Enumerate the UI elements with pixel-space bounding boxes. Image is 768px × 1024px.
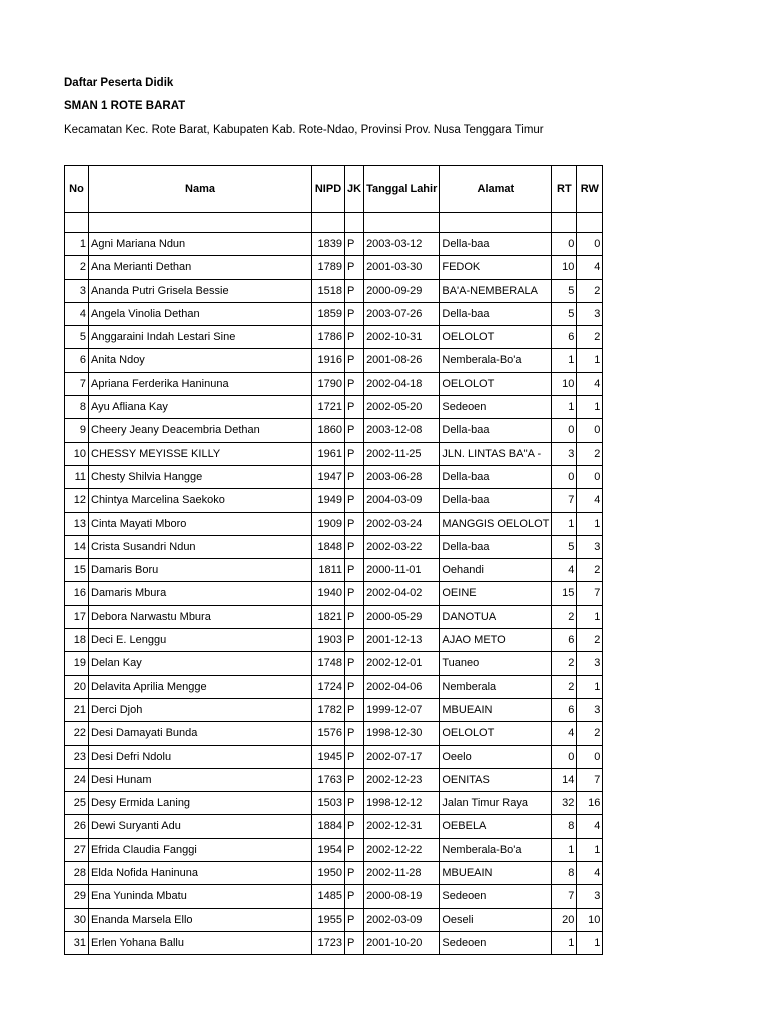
cell-jk: P xyxy=(345,722,364,745)
cell-jk: P xyxy=(345,489,364,512)
cell-jk: P xyxy=(345,652,364,675)
cell-nipd: 1503 xyxy=(312,792,345,815)
school-name: SMAN 1 ROTE BARAT xyxy=(64,100,186,112)
cell-no: 19 xyxy=(65,652,89,675)
cell-jk: P xyxy=(345,908,364,931)
table-row xyxy=(65,442,603,465)
cell-rt: 7 xyxy=(552,489,577,512)
cell-rw: 0 xyxy=(577,233,603,256)
cell-no: 26 xyxy=(65,815,89,838)
cell-rt: 32 xyxy=(552,792,577,815)
cell-rt: 0 xyxy=(552,745,577,768)
cell-jk: P xyxy=(345,792,364,815)
cell-no: 18 xyxy=(65,629,89,652)
cell-rt: 20 xyxy=(552,908,577,931)
cell-alamat: AJAO METO xyxy=(440,629,552,652)
cell-no: 23 xyxy=(65,745,89,768)
cell-alamat: Oeelo xyxy=(440,745,552,768)
cell-no: 20 xyxy=(65,675,89,698)
cell-jk: P xyxy=(345,582,364,605)
cell-rw: 3 xyxy=(577,652,603,675)
table-row xyxy=(65,652,603,675)
cell-tanggal-lahir: 2000-11-01 xyxy=(364,559,440,582)
cell-rt: 10 xyxy=(552,256,577,279)
cell-rw: 3 xyxy=(577,698,603,721)
cell-rt: 0 xyxy=(552,465,577,488)
cell-no: 17 xyxy=(65,605,89,628)
cell-rt: 1 xyxy=(552,396,577,419)
cell-rt: 7 xyxy=(552,885,577,908)
cell-no: 1 xyxy=(65,233,89,256)
cell-rt: 1 xyxy=(552,838,577,861)
cell-rt: 14 xyxy=(552,768,577,791)
cell-nama: Erlen Yohana Ballu xyxy=(89,931,312,954)
cell-rw: 3 xyxy=(577,302,603,325)
cell-rw: 0 xyxy=(577,465,603,488)
cell-rt: 15 xyxy=(552,582,577,605)
cell-alamat: Oeseli xyxy=(440,908,552,931)
cell-rw: 7 xyxy=(577,582,603,605)
cell-alamat: Sedeoen xyxy=(440,396,552,419)
cell-no: 13 xyxy=(65,512,89,535)
cell-jk: P xyxy=(345,698,364,721)
cell-jk: P xyxy=(345,629,364,652)
cell-alamat: Tuaneo xyxy=(440,652,552,675)
cell-nipd: 1485 xyxy=(312,885,345,908)
cell-rw: 4 xyxy=(577,862,603,885)
cell-no: 15 xyxy=(65,559,89,582)
cell-rt: 4 xyxy=(552,722,577,745)
cell-tanggal-lahir: 2003-12-08 xyxy=(364,419,440,442)
cell-alamat: MBUEAIN xyxy=(440,698,552,721)
table-row xyxy=(65,931,603,954)
table-header-row xyxy=(65,166,603,213)
cell-rt: 10 xyxy=(552,372,577,395)
cell-rw: 4 xyxy=(577,256,603,279)
cell-nama: Dewi Suryanti Adu xyxy=(89,815,312,838)
cell-jk: P xyxy=(345,465,364,488)
spacer-row xyxy=(65,213,603,233)
table-row xyxy=(65,768,603,791)
cell-rt: 2 xyxy=(552,652,577,675)
cell-alamat: MBUEAIN xyxy=(440,862,552,885)
cell-alamat: OENITAS xyxy=(440,768,552,791)
cell-rw: 2 xyxy=(577,442,603,465)
cell-rw: 2 xyxy=(577,559,603,582)
header-tanggal-lahir: Tanggal Lahir xyxy=(364,166,440,213)
cell-nipd: 1811 xyxy=(312,559,345,582)
cell-jk: P xyxy=(345,256,364,279)
cell-no: 16 xyxy=(65,582,89,605)
cell-nama: CHESSY MEYISSE KILLY xyxy=(89,442,312,465)
table-row xyxy=(65,489,603,512)
cell-nipd: 1848 xyxy=(312,535,345,558)
cell-tanggal-lahir: 1999-12-07 xyxy=(364,698,440,721)
cell-tanggal-lahir: 2002-04-06 xyxy=(364,675,440,698)
cell-rw: 2 xyxy=(577,326,603,349)
cell-tanggal-lahir: 2002-05-20 xyxy=(364,396,440,419)
cell-tanggal-lahir: 2002-12-01 xyxy=(364,652,440,675)
cell-tanggal-lahir: 2002-11-28 xyxy=(364,862,440,885)
cell-no: 2 xyxy=(65,256,89,279)
cell-alamat: Della-baa xyxy=(440,233,552,256)
cell-no: 10 xyxy=(65,442,89,465)
cell-rt: 5 xyxy=(552,302,577,325)
table-row xyxy=(65,419,603,442)
cell-nama: Ananda Putri Grisela Bessie xyxy=(89,279,312,302)
cell-jk: P xyxy=(345,302,364,325)
cell-nipd: 1821 xyxy=(312,605,345,628)
cell-nama: Anggaraini Indah Lestari Sine xyxy=(89,326,312,349)
cell-alamat: OEBELA xyxy=(440,815,552,838)
cell-alamat: Della-baa xyxy=(440,302,552,325)
cell-jk: P xyxy=(345,862,364,885)
cell-nama: Delan Kay xyxy=(89,652,312,675)
cell-no: 14 xyxy=(65,535,89,558)
cell-tanggal-lahir: 2003-07-26 xyxy=(364,302,440,325)
cell-nipd: 1721 xyxy=(312,396,345,419)
table-row xyxy=(65,512,603,535)
cell-no: 12 xyxy=(65,489,89,512)
cell-rw: 2 xyxy=(577,279,603,302)
cell-rw: 4 xyxy=(577,489,603,512)
cell-nipd: 1723 xyxy=(312,931,345,954)
cell-rw: 1 xyxy=(577,675,603,698)
cell-jk: P xyxy=(345,396,364,419)
cell-nipd: 1949 xyxy=(312,489,345,512)
cell-rw: 2 xyxy=(577,629,603,652)
cell-nama: Desy Ermida Laning xyxy=(89,792,312,815)
cell-no: 8 xyxy=(65,396,89,419)
cell-no: 11 xyxy=(65,465,89,488)
cell-nama: Ana Merianti Dethan xyxy=(89,256,312,279)
cell-rt: 2 xyxy=(552,605,577,628)
cell-nipd: 1789 xyxy=(312,256,345,279)
table-row xyxy=(65,629,603,652)
cell-alamat: Sedeoen xyxy=(440,885,552,908)
cell-tanggal-lahir: 2002-03-09 xyxy=(364,908,440,931)
cell-jk: P xyxy=(345,605,364,628)
cell-nama: Anita Ndoy xyxy=(89,349,312,372)
cell-rt: 6 xyxy=(552,698,577,721)
cell-nama: Chintya Marcelina Saekoko xyxy=(89,489,312,512)
cell-nama: Cinta Mayati Mboro xyxy=(89,512,312,535)
cell-nama: Elda Nofida Haninuna xyxy=(89,862,312,885)
header-jk: JK xyxy=(345,166,364,213)
cell-rt: 5 xyxy=(552,279,577,302)
cell-tanggal-lahir: 2000-08-19 xyxy=(364,885,440,908)
header-no: No xyxy=(65,166,89,213)
cell-rt: 1 xyxy=(552,349,577,372)
cell-nama: Desi Hunam xyxy=(89,768,312,791)
table-row xyxy=(65,792,603,815)
cell-alamat: Della-baa xyxy=(440,419,552,442)
cell-rw: 0 xyxy=(577,419,603,442)
cell-rw: 1 xyxy=(577,349,603,372)
cell-rw: 2 xyxy=(577,722,603,745)
cell-no: 25 xyxy=(65,792,89,815)
cell-alamat: Jalan Timur Raya xyxy=(440,792,552,815)
cell-alamat: FEDOK xyxy=(440,256,552,279)
cell-jk: P xyxy=(345,931,364,954)
cell-nama: Efrida Claudia Fanggi xyxy=(89,838,312,861)
cell-tanggal-lahir: 2000-05-29 xyxy=(364,605,440,628)
cell-jk: P xyxy=(345,512,364,535)
cell-no: 4 xyxy=(65,302,89,325)
student-table xyxy=(64,165,603,955)
table-row xyxy=(65,279,603,302)
cell-tanggal-lahir: 2001-12-13 xyxy=(364,629,440,652)
cell-alamat: Sedeoen xyxy=(440,931,552,954)
table-row xyxy=(65,885,603,908)
table-body xyxy=(65,213,603,955)
cell-tanggal-lahir: 2002-12-22 xyxy=(364,838,440,861)
cell-tanggal-lahir: 1998-12-12 xyxy=(364,792,440,815)
cell-alamat: Nemberala-Bo'a xyxy=(440,838,552,861)
cell-jk: P xyxy=(345,233,364,256)
cell-nipd: 1954 xyxy=(312,838,345,861)
cell-jk: P xyxy=(345,559,364,582)
cell-nipd: 1859 xyxy=(312,302,345,325)
cell-tanggal-lahir: 2002-04-18 xyxy=(364,372,440,395)
cell-jk: P xyxy=(345,279,364,302)
cell-rw: 1 xyxy=(577,605,603,628)
cell-rt: 6 xyxy=(552,326,577,349)
cell-nipd: 1940 xyxy=(312,582,345,605)
cell-alamat: MANGGIS OELOLOT xyxy=(440,512,552,535)
cell-no: 28 xyxy=(65,862,89,885)
cell-nama: Chesty Shilvia Hangge xyxy=(89,465,312,488)
cell-nipd: 1884 xyxy=(312,815,345,838)
cell-rw: 16 xyxy=(577,792,603,815)
document-title: Daftar Peserta Didik xyxy=(64,77,174,89)
cell-tanggal-lahir: 2001-03-30 xyxy=(364,256,440,279)
cell-rw: 0 xyxy=(577,745,603,768)
cell-nama: Desi Damayati Bunda xyxy=(89,722,312,745)
cell-no: 29 xyxy=(65,885,89,908)
cell-rt: 2 xyxy=(552,675,577,698)
table-row xyxy=(65,559,603,582)
cell-jk: P xyxy=(345,885,364,908)
cell-rt: 8 xyxy=(552,815,577,838)
cell-nipd: 1748 xyxy=(312,652,345,675)
cell-alamat: Nemberala xyxy=(440,675,552,698)
cell-nipd: 1839 xyxy=(312,233,345,256)
cell-nama: Deci E. Lenggu xyxy=(89,629,312,652)
cell-nama: Damaris Boru xyxy=(89,559,312,582)
table-row xyxy=(65,815,603,838)
cell-no: 31 xyxy=(65,931,89,954)
cell-rt: 1 xyxy=(552,512,577,535)
cell-alamat: OELOLOT xyxy=(440,372,552,395)
cell-nama: Crista Susandri Ndun xyxy=(89,535,312,558)
cell-jk: P xyxy=(345,535,364,558)
cell-nipd: 1790 xyxy=(312,372,345,395)
cell-nipd: 1576 xyxy=(312,722,345,745)
cell-no: 5 xyxy=(65,326,89,349)
table-row xyxy=(65,675,603,698)
cell-nama: Ena Yuninda Mbatu xyxy=(89,885,312,908)
cell-nama: Damaris Mbura xyxy=(89,582,312,605)
cell-rw: 1 xyxy=(577,838,603,861)
cell-rt: 8 xyxy=(552,862,577,885)
cell-jk: P xyxy=(345,838,364,861)
cell-nama: Desi Defri Ndolu xyxy=(89,745,312,768)
cell-nipd: 1947 xyxy=(312,465,345,488)
cell-no: 7 xyxy=(65,372,89,395)
cell-nipd: 1763 xyxy=(312,768,345,791)
cell-jk: P xyxy=(345,419,364,442)
cell-jk: P xyxy=(345,372,364,395)
cell-nama: Agni Mariana Ndun xyxy=(89,233,312,256)
cell-nipd: 1945 xyxy=(312,745,345,768)
cell-nipd: 1782 xyxy=(312,698,345,721)
cell-alamat: BA'A-NEMBERALA xyxy=(440,279,552,302)
cell-alamat: Oehandi xyxy=(440,559,552,582)
header-rt: RT xyxy=(552,166,577,213)
cell-nipd: 1950 xyxy=(312,862,345,885)
cell-nama: Debora Narwastu Mbura xyxy=(89,605,312,628)
cell-tanggal-lahir: 2002-03-24 xyxy=(364,512,440,535)
cell-nama: Ayu Afliana Kay xyxy=(89,396,312,419)
table-row xyxy=(65,582,603,605)
header-nipd: NIPD xyxy=(312,166,345,213)
cell-nipd: 1860 xyxy=(312,419,345,442)
cell-tanggal-lahir: 1998-12-30 xyxy=(364,722,440,745)
cell-rw: 10 xyxy=(577,908,603,931)
cell-tanggal-lahir: 2002-03-22 xyxy=(364,535,440,558)
header-alamat: Alamat xyxy=(440,166,552,213)
cell-rt: 0 xyxy=(552,419,577,442)
table-row xyxy=(65,605,603,628)
cell-tanggal-lahir: 2004-03-09 xyxy=(364,489,440,512)
table-row xyxy=(65,396,603,419)
cell-jk: P xyxy=(345,745,364,768)
cell-nama: Derci Djoh xyxy=(89,698,312,721)
cell-nipd: 1961 xyxy=(312,442,345,465)
cell-no: 30 xyxy=(65,908,89,931)
cell-jk: P xyxy=(345,442,364,465)
cell-no: 3 xyxy=(65,279,89,302)
table-row xyxy=(65,256,603,279)
cell-no: 27 xyxy=(65,838,89,861)
cell-rw: 1 xyxy=(577,512,603,535)
cell-rt: 6 xyxy=(552,629,577,652)
cell-alamat: OELOLOT xyxy=(440,722,552,745)
cell-alamat: JLN. LINTAS BA''A - xyxy=(440,442,552,465)
cell-no: 22 xyxy=(65,722,89,745)
cell-nipd: 1955 xyxy=(312,908,345,931)
cell-rw: 4 xyxy=(577,372,603,395)
cell-nipd: 1518 xyxy=(312,279,345,302)
cell-nama: Cheery Jeany Deacembria Dethan xyxy=(89,419,312,442)
cell-tanggal-lahir: 2002-12-23 xyxy=(364,768,440,791)
cell-nama: Delavita Aprilia Mengge xyxy=(89,675,312,698)
cell-rw: 4 xyxy=(577,815,603,838)
cell-tanggal-lahir: 2003-03-12 xyxy=(364,233,440,256)
header-nama: Nama xyxy=(89,166,312,213)
cell-nama: Enanda Marsela Ello xyxy=(89,908,312,931)
cell-nipd: 1724 xyxy=(312,675,345,698)
table-row xyxy=(65,745,603,768)
cell-tanggal-lahir: 2002-11-25 xyxy=(364,442,440,465)
cell-jk: P xyxy=(345,326,364,349)
table-row xyxy=(65,698,603,721)
cell-no: 24 xyxy=(65,768,89,791)
cell-nama: Apriana Ferderika Haninuna xyxy=(89,372,312,395)
cell-no: 21 xyxy=(65,698,89,721)
cell-nipd: 1786 xyxy=(312,326,345,349)
cell-rt: 3 xyxy=(552,442,577,465)
cell-jk: P xyxy=(345,349,364,372)
location-line: Kecamatan Kec. Rote Barat, Kabupaten Kab. Rote-Ndao, Provinsi Prov. Nusa Tenggara Timur xyxy=(64,124,544,136)
cell-rw: 3 xyxy=(577,535,603,558)
cell-alamat: Della-baa xyxy=(440,489,552,512)
cell-jk: P xyxy=(345,768,364,791)
table-row xyxy=(65,722,603,745)
cell-tanggal-lahir: 2002-10-31 xyxy=(364,326,440,349)
table-row xyxy=(65,349,603,372)
table-row xyxy=(65,372,603,395)
cell-nipd: 1916 xyxy=(312,349,345,372)
cell-alamat: Della-baa xyxy=(440,465,552,488)
cell-rt: 5 xyxy=(552,535,577,558)
cell-rt: 4 xyxy=(552,559,577,582)
header-rw: RW xyxy=(577,166,603,213)
table-row xyxy=(65,908,603,931)
table-row xyxy=(65,465,603,488)
cell-rw: 1 xyxy=(577,931,603,954)
cell-no: 6 xyxy=(65,349,89,372)
cell-alamat: Della-baa xyxy=(440,535,552,558)
table-row xyxy=(65,302,603,325)
cell-jk: P xyxy=(345,815,364,838)
cell-alamat: OEINE xyxy=(440,582,552,605)
cell-rw: 7 xyxy=(577,768,603,791)
table-row xyxy=(65,233,603,256)
cell-alamat: OELOLOT xyxy=(440,326,552,349)
cell-tanggal-lahir: 2003-06-28 xyxy=(364,465,440,488)
table-row xyxy=(65,326,603,349)
cell-jk: P xyxy=(345,675,364,698)
cell-tanggal-lahir: 2002-04-02 xyxy=(364,582,440,605)
cell-alamat: Nemberala-Bo'a xyxy=(440,349,552,372)
cell-rw: 1 xyxy=(577,396,603,419)
cell-nipd: 1909 xyxy=(312,512,345,535)
cell-alamat: DANOTUA xyxy=(440,605,552,628)
cell-rt: 0 xyxy=(552,233,577,256)
cell-nipd: 1903 xyxy=(312,629,345,652)
table-row xyxy=(65,862,603,885)
cell-rt: 1 xyxy=(552,931,577,954)
cell-no: 9 xyxy=(65,419,89,442)
cell-tanggal-lahir: 2002-12-31 xyxy=(364,815,440,838)
table-row xyxy=(65,535,603,558)
cell-tanggal-lahir: 2001-10-20 xyxy=(364,931,440,954)
cell-tanggal-lahir: 2002-07-17 xyxy=(364,745,440,768)
cell-nama: Angela Vinolia Dethan xyxy=(89,302,312,325)
cell-tanggal-lahir: 2000-09-29 xyxy=(364,279,440,302)
cell-tanggal-lahir: 2001-08-26 xyxy=(364,349,440,372)
cell-rw: 3 xyxy=(577,885,603,908)
table-row xyxy=(65,838,603,861)
